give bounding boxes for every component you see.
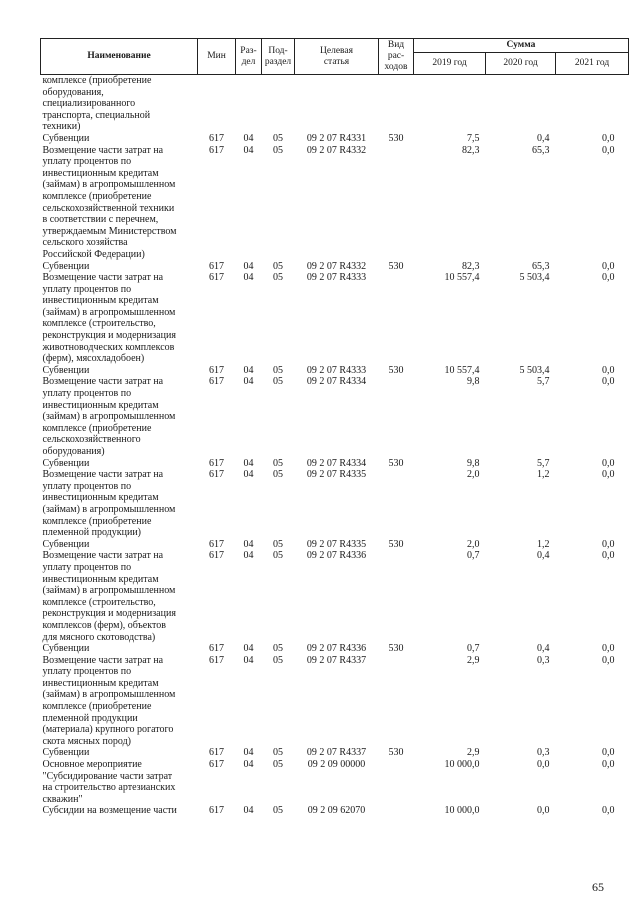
row-sum-2019: 10 557,4 <box>444 364 480 376</box>
table-row <box>41 458 629 470</box>
row-vid: 530 <box>388 538 404 550</box>
budget-table <box>40 38 629 817</box>
row-razdel: 04 <box>243 550 254 562</box>
row-sum-2020: 0,4 <box>537 643 550 655</box>
row-vid: 530 <box>388 260 404 272</box>
row-sum-2019: 9,8 <box>467 457 480 469</box>
table-row <box>41 469 629 539</box>
row-name: Субсидии на возмещение части <box>42 805 177 817</box>
table-row <box>41 376 629 457</box>
header-sum: Сумма <box>414 39 629 53</box>
row-sum-2019: 10 000,0 <box>444 805 480 817</box>
row-razdel: 04 <box>243 469 254 481</box>
row-sum-2021: 0,0 <box>602 364 615 376</box>
row-min: 617 <box>209 805 224 817</box>
row-sum-2021: 0,0 <box>602 747 615 759</box>
row-razdel <box>236 75 262 133</box>
row-sum-2021: 0,0 <box>602 550 615 562</box>
row-razdel: 04 <box>243 654 254 666</box>
table-row <box>41 759 629 805</box>
row-name: Возмещение части затрат на уплату процентов по инвестиционным кредитам (займам) в агропромышленном комплексе (строительство, реконструкция и модернизация комплексов (ферм), объектов для мясного скотоводства) <box>42 550 176 643</box>
row-podrazdel: 05 <box>273 654 283 666</box>
budget-table-page <box>40 38 628 817</box>
row-target: 09 2 09 62070 <box>307 805 366 817</box>
row-name: Возмещение части затрат на уплату процентов по инвестиционным кредитам (займам) в агропромышленном комплексе (приобретение сельскохозяйственной техники в соответствии с перечнем, утверждаемым Министерством сельского хозяйства Российской Федерации) <box>42 144 177 260</box>
row-sum-2021: 0,0 <box>602 144 615 156</box>
row-podrazdel: 05 <box>273 376 283 388</box>
row-podrazdel: 05 <box>273 260 283 272</box>
row-target: 09 2 07 R4337 <box>306 654 367 666</box>
row-vid <box>379 759 414 805</box>
table-row <box>41 75 629 133</box>
row-podrazdel: 05 <box>273 272 283 284</box>
table-row <box>41 133 629 145</box>
row-sum-2021: 0,0 <box>602 805 615 817</box>
row-sum-2019: 82,3 <box>462 260 480 272</box>
row-name: Возмещение части затрат на уплату процентов по инвестиционным кредитам (займам) в агропромышленном комплексе (строительство, реконструкция и модернизация животноводческих комплексов (ферм), мясохладобоен) <box>42 272 176 365</box>
header-2019: 2019 год <box>414 53 486 75</box>
row-vid: 530 <box>388 643 404 655</box>
row-min: 617 <box>209 643 224 655</box>
row-target: 09 2 09 00000 <box>307 759 366 771</box>
header-razdel: Раз- дел <box>236 39 262 75</box>
row-sum-2020: 5 503,4 <box>519 272 550 284</box>
row-razdel: 04 <box>243 132 254 144</box>
row-sum-2020: 65,3 <box>532 144 550 156</box>
row-sum-2019: 10 000,0 <box>444 759 480 771</box>
header-target: Целевая статья <box>295 39 379 75</box>
row-sum-2020: 65,3 <box>532 260 550 272</box>
row-target: 09 2 07 R4336 <box>306 643 367 655</box>
row-target: 09 2 07 R4337 <box>306 747 367 759</box>
table-row <box>41 550 629 643</box>
row-vid <box>379 145 414 261</box>
table-row <box>41 643 629 655</box>
row-sum-2019 <box>414 75 486 133</box>
table-row <box>41 805 629 817</box>
row-podrazdel: 05 <box>273 805 283 817</box>
row-name: комплексе (приобретение оборудования, специализированного транспорта, специальной техники) <box>42 75 152 133</box>
row-razdel: 04 <box>243 364 254 376</box>
row-podrazdel: 05 <box>273 469 283 481</box>
row-sum-2021: 0,0 <box>602 759 615 771</box>
row-razdel: 04 <box>243 272 254 284</box>
row-sum-2019: 0,7 <box>467 550 480 562</box>
row-name: Субвенции <box>42 364 90 376</box>
row-sum-2021: 0,0 <box>602 643 615 655</box>
row-vid <box>379 805 414 817</box>
table-row <box>41 655 629 748</box>
header-min: Мин <box>198 39 236 75</box>
row-min: 617 <box>209 538 224 550</box>
row-razdel: 04 <box>243 457 254 469</box>
row-sum-2020: 5 503,4 <box>519 364 550 376</box>
row-sum-2019: 10 557,4 <box>444 272 480 284</box>
row-target: 09 2 07 R4332 <box>306 260 367 272</box>
row-razdel: 04 <box>243 144 254 156</box>
row-vid <box>379 469 414 539</box>
table-row <box>41 539 629 551</box>
row-podrazdel <box>262 75 295 133</box>
row-target: 09 2 07 R4332 <box>306 144 367 156</box>
row-razdel: 04 <box>243 643 254 655</box>
row-min: 617 <box>209 747 224 759</box>
row-name: Возмещение части затрат на уплату процентов по инвестиционным кредитам (займам) в агропромышленном комплексе (приобретение племенной продукции) <box>42 469 176 539</box>
row-vid <box>379 376 414 457</box>
row-sum-2020: 5,7 <box>537 457 550 469</box>
row-target: 09 2 07 R4336 <box>306 550 367 562</box>
row-min <box>198 75 236 133</box>
page-number: 65 <box>592 880 604 894</box>
row-sum-2021: 0,0 <box>602 469 615 481</box>
row-podrazdel: 05 <box>273 457 283 469</box>
table-row <box>41 145 629 261</box>
row-podrazdel: 05 <box>273 747 283 759</box>
header-vid: Вид рас- ходов <box>379 39 414 75</box>
row-sum-2021: 0,0 <box>602 538 615 550</box>
row-vid <box>379 550 414 643</box>
row-sum-2021: 0,0 <box>602 376 615 388</box>
header-2021: 2021 год <box>556 53 629 75</box>
row-podrazdel: 05 <box>273 550 283 562</box>
row-vid: 530 <box>388 457 404 469</box>
row-target: 09 2 07 R4334 <box>306 457 367 469</box>
row-vid: 530 <box>388 747 404 759</box>
row-target: 09 2 07 R4334 <box>306 376 367 388</box>
row-target <box>295 75 379 133</box>
row-razdel: 04 <box>243 759 254 771</box>
row-min: 617 <box>209 376 224 388</box>
row-razdel: 04 <box>243 805 254 817</box>
header-podrazdel: Под- раздел <box>262 39 295 75</box>
row-razdel: 04 <box>243 747 254 759</box>
row-sum-2020 <box>486 75 556 133</box>
row-podrazdel: 05 <box>273 132 283 144</box>
row-target: 09 2 07 R4335 <box>306 469 367 481</box>
row-sum-2020: 0,4 <box>537 550 550 562</box>
row-vid <box>379 655 414 748</box>
row-sum-2019: 7,5 <box>467 132 480 144</box>
row-vid <box>379 75 414 133</box>
row-min: 617 <box>209 364 224 376</box>
row-sum-2020: 0,0 <box>537 805 550 817</box>
row-sum-2021 <box>556 75 629 133</box>
row-podrazdel: 05 <box>273 759 283 771</box>
header-name: Наименование <box>41 39 198 75</box>
table-row <box>41 261 629 273</box>
row-name: Возмещение части затрат на уплату процентов по инвестиционным кредитам (займам) в агропромышленном комплексе (приобретение сельскохозяйственного оборудования) <box>42 376 176 457</box>
row-sum-2020: 5,7 <box>537 376 550 388</box>
row-vid <box>379 272 414 365</box>
row-sum-2020: 0,0 <box>537 759 550 771</box>
row-name: Возмещение части затрат на уплату процентов по инвестиционным кредитам (займам) в агропромышленном комплексе (приобретение племенной продукции (материала) крупного рогатого скота мясных пород) <box>42 654 176 747</box>
row-min: 617 <box>209 272 224 284</box>
row-razdel: 04 <box>243 260 254 272</box>
row-min: 617 <box>209 260 224 272</box>
row-sum-2019: 2,0 <box>467 538 480 550</box>
row-sum-2021: 0,0 <box>602 457 615 469</box>
table-row <box>41 365 629 377</box>
row-podrazdel: 05 <box>273 643 283 655</box>
row-sum-2020: 1,2 <box>537 538 550 550</box>
row-sum-2020: 0,4 <box>537 132 550 144</box>
row-name: Субвенции <box>42 643 90 655</box>
row-target: 09 2 07 R4331 <box>306 132 367 144</box>
row-target: 09 2 07 R4333 <box>306 364 367 376</box>
row-razdel: 04 <box>243 538 254 550</box>
row-sum-2019: 82,3 <box>462 144 480 156</box>
row-sum-2021: 0,0 <box>602 260 615 272</box>
row-sum-2019: 0,7 <box>467 643 480 655</box>
row-sum-2020: 0,3 <box>537 654 550 666</box>
table-body <box>41 75 629 818</box>
row-name: Субвенции <box>42 260 90 272</box>
row-vid: 530 <box>388 364 404 376</box>
table-row <box>41 747 629 759</box>
row-min: 617 <box>209 759 224 771</box>
row-min: 617 <box>209 132 224 144</box>
row-podrazdel: 05 <box>273 144 283 156</box>
row-name: Субвенции <box>42 457 90 469</box>
table-row <box>41 272 629 365</box>
row-name: Основное мероприятие "Субсидирование части затрат на строительство артезианских скважин" <box>42 759 176 805</box>
row-sum-2020: 0,3 <box>537 747 550 759</box>
row-name: Субвенции <box>42 747 90 759</box>
row-min: 617 <box>209 469 224 481</box>
row-target: 09 2 07 R4333 <box>306 272 367 284</box>
row-sum-2019: 2,9 <box>467 747 480 759</box>
row-razdel: 04 <box>243 376 254 388</box>
row-min: 617 <box>209 550 224 562</box>
row-sum-2021: 0,0 <box>602 272 615 284</box>
row-name: Субвенции <box>42 538 90 550</box>
header-2020: 2020 год <box>486 53 556 75</box>
row-vid: 530 <box>388 132 404 144</box>
row-min: 617 <box>209 144 224 156</box>
row-min: 617 <box>209 457 224 469</box>
row-sum-2019: 9,8 <box>467 376 480 388</box>
row-name: Субвенции <box>42 132 90 144</box>
row-sum-2021: 0,0 <box>602 654 615 666</box>
row-sum-2019: 2,9 <box>467 654 480 666</box>
row-podrazdel: 05 <box>273 364 283 376</box>
row-sum-2020: 1,2 <box>537 469 550 481</box>
row-min: 617 <box>209 654 224 666</box>
row-target: 09 2 07 R4335 <box>306 538 367 550</box>
row-sum-2019: 2,0 <box>467 469 480 481</box>
row-podrazdel: 05 <box>273 538 283 550</box>
row-sum-2021: 0,0 <box>602 132 615 144</box>
